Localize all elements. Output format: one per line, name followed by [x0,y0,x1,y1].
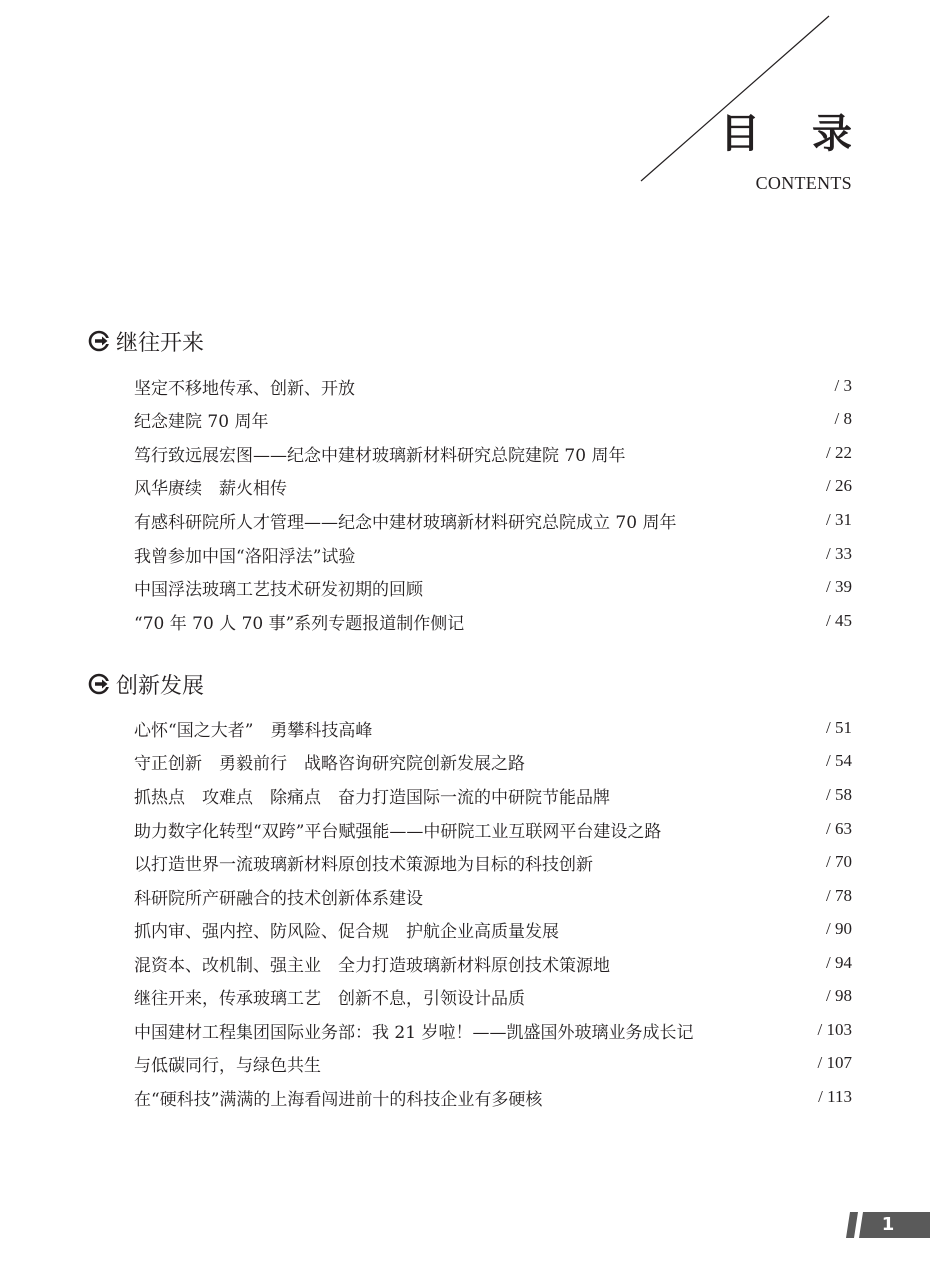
section-header [88,326,204,356]
toc-entry[interactable] [134,441,852,465]
toc-entry[interactable] [134,884,852,908]
entry-page: / 54 [826,751,852,770]
entry-page: / 78 [826,886,852,905]
toc-entry[interactable] [134,817,852,841]
section-title: 继往开来 [116,330,205,356]
entry-title: 有感科研院所人才管理——纪念中建材玻璃新材料研究总院成立 70 周年 [134,512,677,533]
entry-page: / 31 [826,510,852,529]
page-subtitle: CONTENTS [755,173,852,193]
entry-page: / 39 [826,577,852,596]
toc-entry[interactable] [134,984,852,1008]
entry-title: 混资本、改机制、强主业 全力打造玻璃新材料原创技术策源地 [134,955,610,976]
toc-entry[interactable] [134,609,852,633]
entry-title: 纪念建院 70 周年 [134,411,269,432]
entry-title: 笃行致远展宏图——纪念中建材玻璃新材料研究总院建院 70 周年 [134,445,626,466]
entry-page: / 90 [826,919,852,938]
entry-title: 科研院所产研融合的技术创新体系建设 [134,888,423,909]
entry-title: 以打造世界一流玻璃新材料原创技术策源地为目标的科技创新 [134,854,593,875]
entry-page: / 45 [826,611,852,630]
entry-page: / 22 [826,443,852,462]
entry-page: / 26 [826,476,852,495]
entry-title: 守正创新 勇毅前行 战略咨询研究院创新发展之路 [134,753,525,774]
entry-page: / 107 [817,1053,852,1072]
entry-title: 与低碳同行，与绿色共生 [134,1055,321,1076]
entry-title: 风华赓续 薪火相传 [134,478,287,499]
entry-title: 在“硬科技”满满的上海看闯进前十的科技企业有多硬核 [134,1089,543,1110]
toc-entry[interactable] [134,951,852,975]
entry-title: 我曾参加中国“洛阳浮法”试验 [134,546,356,567]
section-title: 创新发展 [116,673,205,699]
circle-arrow-icon [88,673,110,695]
toc-entry[interactable] [134,1085,852,1109]
entry-page: / 113 [818,1087,852,1106]
entry-title: 心怀“国之大者” 勇攀科技高峰 [134,720,373,741]
toc-entry[interactable] [134,716,852,740]
page-title: 目录 [720,111,904,157]
decorative-diagonal-line [0,0,930,200]
entry-title: 助力数字化转型“双跨”平台赋强能——中研院工业互联网平台建设之路 [134,821,662,842]
toc-entry[interactable] [134,1018,852,1042]
entry-title: 抓热点 攻难点 除痛点 奋力打造国际一流的中研院节能品牌 [134,787,610,808]
entry-page: / 94 [826,953,852,972]
circle-arrow-icon [88,330,110,352]
entry-title: “70 年 70 人 70 事”系列专题报道制作侧记 [134,613,465,634]
entry-page: / 33 [826,544,852,563]
toc-entry[interactable] [134,374,852,398]
entry-page: / 8 [834,409,852,428]
page-number: 1 [881,1214,895,1235]
entry-title: 继往开来，传承玻璃工艺 创新不息，引领设计品质 [134,988,525,1009]
section-header [88,669,204,699]
entry-page: / 103 [817,1020,852,1039]
toc-entry[interactable] [134,1051,852,1075]
entry-title: 抓内审、强内控、防风险、促合规 护航企业高质量发展 [134,921,559,942]
entry-page: / 58 [826,785,852,804]
entry-title: 中国建材工程集团国际业务部：我 21 岁啦！——凯盛国外玻璃业务成长记 [134,1022,694,1043]
entry-page: / 51 [826,718,852,737]
toc-entry[interactable] [134,474,852,498]
entry-page: / 70 [826,852,852,871]
toc-entry[interactable] [134,917,852,941]
toc-entry[interactable] [134,542,852,566]
toc-entry[interactable] [134,575,852,599]
entry-page: / 63 [826,819,852,838]
entry-title: 中国浮法玻璃工艺技术研发初期的回顾 [134,579,423,600]
entry-page: / 3 [834,376,852,395]
toc-entry[interactable] [134,749,852,773]
toc-entry[interactable] [134,783,852,807]
toc-entry[interactable] [134,407,852,431]
entry-page: / 98 [826,986,852,1005]
toc-entry[interactable] [134,850,852,874]
toc-entry[interactable] [134,508,852,532]
entry-title: 坚定不移地传承、创新、开放 [134,378,355,399]
